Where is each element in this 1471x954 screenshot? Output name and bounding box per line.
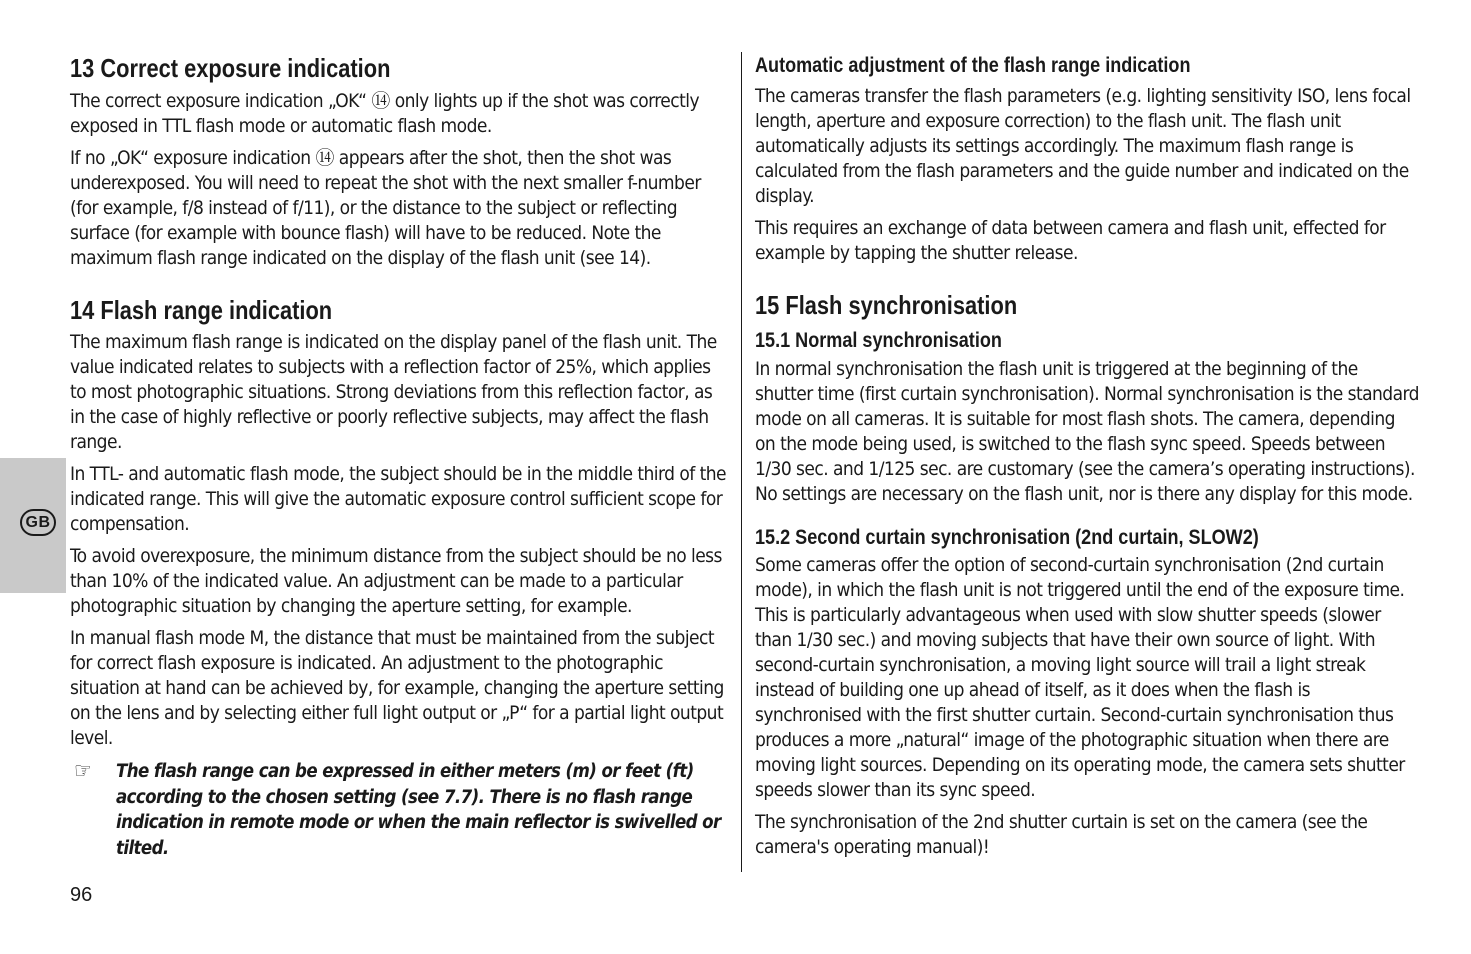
section-13-paragraph-1: The correct exposure indication „OK“ ⑭ only lights up if the shot was correctly exposed in TTL flash mode or automatic flash mode.: [70, 90, 700, 137]
section-15-1-title: 15.1 Normal synchronisation: [755, 329, 1002, 352]
flash-range-note-text: The flash range can be expressed in either meters (m) or feet (ft) according to the chosen setting (see 7.7). There is no flash range indication in remote mode or when the main reflector is swivelled or tilted.: [116, 761, 721, 859]
column-divider: [741, 52, 742, 872]
flash-range-note: [70, 759, 730, 861]
pointing-hand-icon: ☞: [74, 759, 92, 784]
section-14-paragraph-1: The maximum flash range is indicated on the display panel of the flash unit. The value indicated relates to subjects with a reflection factor of 25%, which applies to most photographic situations. Strong deviations from this reflection factor, as in the case of highly reflective or poorly reflective subjects, may affect the flash range.: [70, 331, 717, 453]
auto-adjust-paragraph-1: The cameras transfer the flash parameters (e.g. lighting sensitivity ISO, lens focal length, aperture and exposure correction) to the flash unit. The flash unit automatically adjusts its settings accordingly. The maximum flash range is calculated from the flash parameters and the guide number and indicated on the display.: [755, 85, 1411, 207]
left-column: [70, 50, 730, 861]
right-column: [755, 50, 1420, 867]
section-13-title: 13 Correct exposure indication: [70, 53, 391, 83]
section-14-paragraph-3: To avoid overexposure, the minimum distance from the subject should be no less than 10% of the indicated value. An adjustment can be made to a particular photographic situation by changing the aperture setting, for example.: [70, 545, 722, 617]
section-15-1-paragraph: In normal synchronisation the flash unit is triggered at the beginning of the shutter time (first curtain synchronisation). Normal synchronisation is the standard mode on all cameras. It is suitable for most flash shots. The camera, depending on the mode being used, is switched to the flash sync speed. Speeds between 1/30 sec. and 1/125 sec. are customary (see the camera’s operating instructions). No settings are necessary on the flash unit, nor is there any display for this mode.: [755, 358, 1419, 505]
auto-adjust-paragraph-2: This requires an exchange of data between camera and flash unit, effected for example by tapping the shutter release.: [755, 217, 1386, 264]
section-14-paragraph-2: In TTL- and automatic flash mode, the subject should be in the middle third of the indicated range. This will give the automatic exposure control sufficient scope for compensation.: [70, 463, 726, 535]
section-15-2-title: 15.2 Second curtain synchronisation (2nd curtain, SLOW2): [755, 526, 1259, 549]
page-number: 96: [70, 884, 93, 906]
language-badge: GB: [20, 509, 56, 536]
section-15-2-paragraph-2: The synchronisation of the 2nd shutter curtain is set on the camera (see the camera's operating manual)!: [755, 811, 1368, 858]
auto-adjust-title: Automatic adjustment of the flash range indication: [755, 54, 1191, 77]
section-14-title: 14 Flash range indication: [70, 295, 333, 325]
section-14-paragraph-4: In manual flash mode M, the distance that must be maintained from the subject for correct flash exposure is indicated. An adjustment to the photographic situation at hand can be achieved by, for example, changing the aperture setting on the lens and by selecting either full light output or „P“ for a partial light output level.: [70, 627, 724, 749]
section-15-title: 15 Flash synchronisation: [755, 290, 1018, 320]
section-15-2-paragraph-1: Some cameras offer the option of second-curtain synchronisation (2nd curtain mode), in which the flash unit is not triggered until the end of the exposure time. This is particularly advantageous when used with slow shutter speeds (slower than 1/30 sec.) and moving subjects that have their own source of light. With second-curtain synchronisation, a moving light source will trail a light streak instead of building one up ahead of itself, as it does when the flash is synchronised with the first shutter curtain. Second-curtain synchronisation thus produces a more „natural“ image of the photographic situation when there are moving light sources. Depending on its operating mode, the camera sets shutter speeds slower than its sync speed.: [755, 554, 1405, 801]
section-13-paragraph-2: If no „OK“ exposure indication ⑭ appears after the shot, then the shot was underexposed. You will need to repeat the shot with the next smaller f-number (for example, f/8 instead of f/11), or the distance to the subject or reflecting surface (for example with bounce flash) will have to be reduced. Note the maximum flash range indicated on the display of the flash unit (see 14).: [70, 147, 701, 269]
